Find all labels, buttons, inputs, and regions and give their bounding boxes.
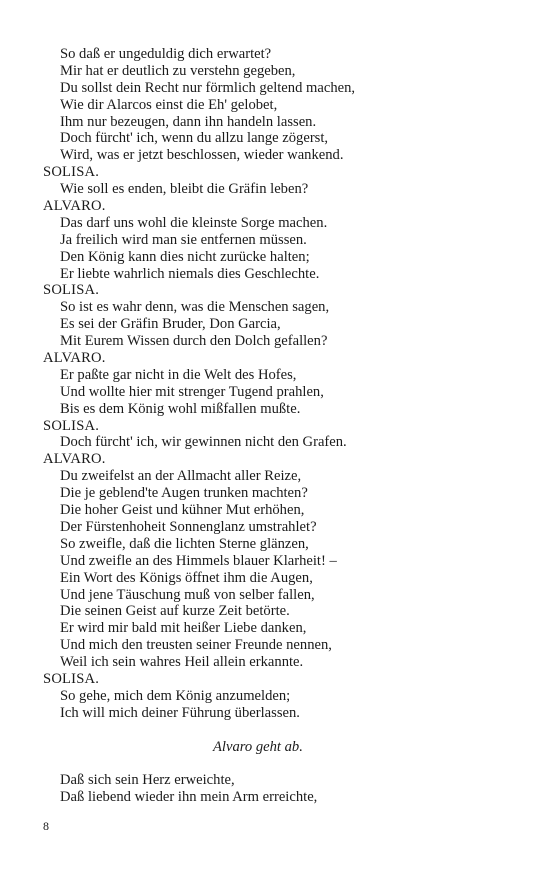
dialogue-block: [43, 46, 513, 722]
verse-line: Daß liebend wieder ihn mein Arm erreichte,: [60, 789, 318, 806]
verse-line: Und mich den treusten seiner Freunde nennen,: [60, 637, 332, 654]
verse-line: Und wollte hier mit strenger Tugend prahlen,: [60, 383, 324, 400]
verse-line: Das darf uns wohl die kleinste Sorge machen.: [60, 214, 328, 231]
dialogue-block: [43, 772, 513, 806]
verse-line: Mit Eurem Wissen durch den Dolch gefallen?: [60, 333, 328, 350]
blank-line: [43, 755, 513, 772]
verse-line: Ich will mich deiner Führung überlassen.: [60, 704, 300, 721]
verse-line: So zweifle, daß die lichten Sterne glänzen,: [60, 535, 309, 552]
speaker-name: SOLISA.: [43, 670, 100, 687]
verse-line: Die seinen Geist auf kurze Zeit betörte.: [60, 603, 290, 620]
speaker-name: ALVARO.: [43, 350, 106, 367]
verse-line: Wie dir Alarcos einst die Eh' gelobet,: [60, 96, 278, 113]
verse-line: Die je geblend'te Augen trunken machten?: [60, 485, 308, 502]
verse-line: Bis es dem König wohl mißfallen mußte.: [60, 400, 301, 417]
speaker-name: ALVARO.: [43, 451, 106, 468]
verse-line: Und jene Täuschung muß von selber fallen,: [60, 586, 315, 603]
speaker-name: SOLISA.: [43, 164, 100, 181]
verse-line: Mir hat er deutlich zu verstehn gegeben,: [60, 62, 296, 79]
verse-line: Er wird mir bald mit heißer Liebe danken,: [60, 620, 307, 637]
speaker-name: SOLISA.: [43, 417, 100, 434]
verse-line: Ja freilich wird man sie entfernen müssen.: [60, 231, 307, 248]
verse-line: Weil ich sein wahres Heil allein erkannte.: [60, 654, 304, 671]
verse-line: So ist es wahr denn, was die Menschen sagen,: [60, 299, 330, 316]
verse-line: Er paßte gar nicht in die Welt des Hofes,: [60, 366, 297, 383]
verse-line: Du zweifelst an der Allmacht aller Reize,: [60, 468, 302, 485]
verse-line: Wie soll es enden, bleibt die Gräfin leben?: [60, 181, 309, 198]
speaker-name: SOLISA.: [43, 282, 100, 299]
verse-line: So daß er ungeduldig dich erwartet?: [60, 46, 272, 62]
blank-line: [43, 722, 513, 739]
verse-line: Es sei der Gräfin Bruder, Don Garcia,: [60, 316, 281, 333]
verse-line: Und zweifle an des Himmels blauer Klarheit! –: [60, 552, 337, 569]
verse-line: Doch fürcht' ich, wir gewinnen nicht den Grafen.: [60, 434, 347, 451]
verse-line: Wird, was er jetzt beschlossen, wieder wankend.: [60, 147, 344, 164]
verse-line: Die hoher Geist und kühner Mut erhöhen,: [60, 502, 305, 519]
verse-line: Daß sich sein Herz erweichte,: [60, 772, 235, 789]
page-number: 8: [43, 819, 49, 833]
verse-line: Du sollst dein Recht nur förmlich geltend machen,: [60, 79, 356, 96]
verse-line: Der Fürstenhoheit Sonnenglanz umstrahlet?: [60, 518, 317, 535]
verse-line: So gehe, mich dem König anzumelden;: [60, 687, 291, 704]
play-text: [43, 46, 513, 806]
verse-line: Er liebte wahrlich niemals dies Geschlechte.: [60, 265, 320, 282]
speaker-name: ALVARO.: [43, 198, 106, 215]
verse-line: Den König kann dies nicht zurücke halten;: [60, 248, 310, 265]
verse-line: Ihm nur bezeugen, dann ihn handeln lassen.: [60, 113, 317, 130]
verse-line: Doch fürcht' ich, wenn du allzu lange zögerst,: [60, 130, 329, 147]
stage-direction: Alvaro geht ab.: [213, 738, 303, 755]
verse-line: Ein Wort des Königs öffnet ihm die Augen,: [60, 569, 313, 586]
